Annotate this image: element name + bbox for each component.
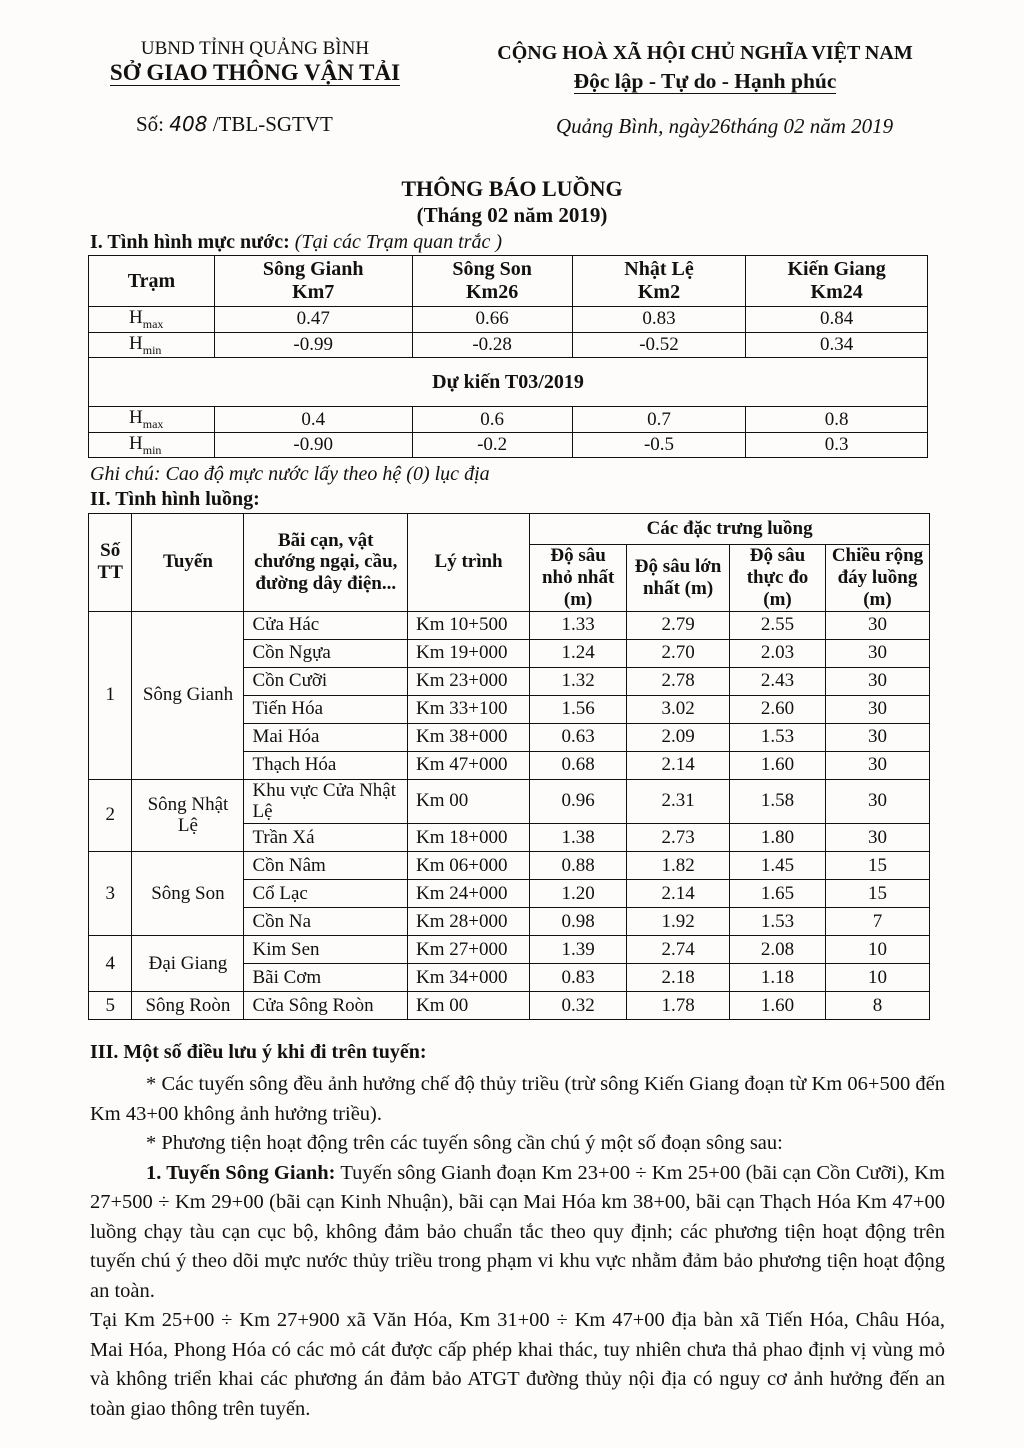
header-route: Tuyến [132, 514, 244, 612]
min-depth: 0.63 [530, 723, 627, 751]
level-value: 0.3 [746, 432, 928, 458]
channel-row [89, 611, 930, 639]
level-value: 0.6 [412, 407, 572, 433]
route-number: 2 [89, 779, 132, 852]
water-level-row [89, 432, 928, 458]
obstacle: Cồn Na [244, 908, 408, 936]
km: Km 00 [408, 992, 530, 1020]
obstacle: Kim Sen [244, 936, 408, 964]
bottom-width: 30 [825, 779, 929, 824]
obstacle: Cồn Nâm [244, 852, 408, 880]
measured-depth: 1.60 [730, 751, 826, 779]
route-name: Đại Giang [132, 936, 244, 992]
channel-row [89, 779, 930, 824]
level-subscript: max [142, 416, 164, 431]
national-block [470, 42, 940, 94]
water-level-table [88, 255, 928, 458]
obstacle: Trần Xá [244, 824, 408, 852]
header-max-depth: Độ sâu lớn nhất (m) [627, 545, 730, 612]
km: Km 34+000 [408, 964, 530, 992]
obstacle: Cửa Hác [244, 611, 408, 639]
place-date: Quảng Bình, ngày26tháng 02 năm 2019 [556, 114, 894, 138]
level-symbol: H [129, 307, 143, 328]
level-value: 0.34 [746, 332, 928, 358]
note-tidal: * Các tuyến sông đều ảnh hưởng chế độ thủy triều (trừ sông Kiến Giang đoạn từ Km 06+500 đến Km 43+00 không ảnh hưởng triều). [90, 1073, 945, 1125]
level-label [89, 307, 215, 333]
level-value: -0.90 [214, 432, 412, 458]
max-depth: 2.79 [627, 611, 730, 639]
level-value: 0.83 [572, 307, 746, 333]
station-header-line: Trạm [127, 269, 176, 292]
station-header [746, 256, 928, 307]
min-depth: 0.88 [530, 852, 627, 880]
route-number: 5 [89, 992, 132, 1020]
min-depth: 1.24 [530, 639, 627, 667]
measured-depth: 1.53 [730, 908, 826, 936]
max-depth: 2.14 [627, 880, 730, 908]
level-value: 0.8 [746, 407, 928, 433]
channel-row [89, 936, 930, 964]
min-depth: 0.32 [530, 992, 627, 1020]
km: Km 06+000 [408, 852, 530, 880]
min-depth: 1.33 [530, 611, 627, 639]
measured-depth: 2.03 [730, 639, 826, 667]
max-depth: 2.70 [627, 639, 730, 667]
obstacle: Cổ Lạc [244, 880, 408, 908]
measured-depth: 1.58 [730, 779, 826, 824]
issuer-block [90, 38, 420, 86]
measured-depth: 1.53 [730, 723, 826, 751]
route-name: Sông Roòn [132, 992, 244, 1020]
header-obstacle: Bãi cạn, vật chướng ngại, cầu, đường dây điện... [244, 514, 408, 612]
station-header [89, 256, 215, 307]
max-depth: 2.18 [627, 964, 730, 992]
max-depth: 2.31 [627, 779, 730, 824]
water-level-row [89, 307, 928, 333]
org-parent: UBND TỈNH QUẢNG BÌNH [140, 38, 370, 59]
level-value: -0.52 [572, 332, 746, 358]
min-depth: 0.83 [530, 964, 627, 992]
measured-depth: 1.45 [730, 852, 826, 880]
station-header [572, 256, 746, 307]
nation-name: CỘNG HOÀ XÃ HỘI CHỦ NGHĨA VIỆT NAM [497, 42, 913, 64]
km: Km 18+000 [408, 824, 530, 852]
motto: Độc lập - Tự do - Hạnh phúc [573, 69, 837, 93]
route-name: Sông Son [132, 852, 244, 936]
min-depth: 0.96 [530, 779, 627, 824]
obstacle: Bãi Cơm [244, 964, 408, 992]
water-level-row [89, 407, 928, 433]
min-depth: 0.98 [530, 908, 627, 936]
level-value: 0.7 [572, 407, 746, 433]
station-header-line: Kiến Giang [787, 258, 886, 280]
level-value: 0.84 [746, 307, 928, 333]
bottom-width: 8 [825, 992, 929, 1020]
km: Km 19+000 [408, 639, 530, 667]
km: Km 38+000 [408, 723, 530, 751]
route-name: Sông Gianh [132, 611, 244, 779]
route-name: Sông Nhật Lệ [132, 779, 244, 852]
max-depth: 2.73 [627, 824, 730, 852]
station-header-line: Sông Gianh [262, 258, 364, 280]
level-value: 0.47 [214, 307, 412, 333]
bottom-width: 7 [825, 908, 929, 936]
level-value: 0.4 [214, 407, 412, 433]
header-stt: Số TT [89, 514, 132, 612]
bottom-width: 30 [825, 611, 929, 639]
water-level-row [89, 332, 928, 358]
measured-depth: 1.65 [730, 880, 826, 908]
obstacle: Khu vực Cửa Nhật Lệ [244, 779, 408, 824]
obstacle: Mai Hóa [244, 723, 408, 751]
max-depth: 2.14 [627, 751, 730, 779]
measured-depth: 1.18 [730, 964, 826, 992]
station-header-line: Km24 [810, 281, 863, 303]
bottom-width: 30 [825, 751, 929, 779]
section1-heading: I. Tình hình mực nước: (Tại các Trạm quan trắc ) [90, 231, 502, 253]
station-header-line: Km26 [466, 281, 519, 303]
obstacle: Cồn Ngựa [244, 639, 408, 667]
level-symbol: H [129, 432, 143, 454]
station-header-line: Nhật Lệ [624, 258, 694, 280]
level-value: -0.99 [214, 332, 412, 358]
obstacle: Cửa Sông Roòn [244, 992, 408, 1020]
measured-depth: 2.60 [730, 695, 826, 723]
channel-row [89, 992, 930, 1020]
measured-depth: 1.60 [730, 992, 826, 1020]
measured-depth: 2.08 [730, 936, 826, 964]
min-depth: 0.68 [530, 751, 627, 779]
header-characteristics: Các đặc trưng luồng [530, 514, 930, 545]
bottom-width: 30 [825, 723, 929, 751]
level-value: -0.2 [412, 432, 572, 458]
water-level-footnote: Ghi chú: Cao độ mực nước lấy theo hệ (0) lục địa [90, 463, 490, 485]
level-value: 0.66 [412, 307, 572, 333]
station-header [412, 256, 572, 307]
max-depth: 1.82 [627, 852, 730, 880]
max-depth: 2.78 [627, 667, 730, 695]
station-header [214, 256, 412, 307]
bottom-width: 30 [825, 824, 929, 852]
km: Km 28+000 [408, 908, 530, 936]
level-symbol: H [129, 332, 143, 354]
level-label [89, 407, 215, 433]
section2-heading: II. Tình hình luồng: [90, 488, 260, 510]
channel-header-row [89, 514, 930, 545]
level-subscript: max [142, 316, 164, 331]
max-depth: 1.78 [627, 992, 730, 1020]
header-km: Lý trình [408, 514, 530, 612]
min-depth: 1.39 [530, 936, 627, 964]
route-number: 1 [89, 611, 132, 779]
header-width: Chiều rộng đáy luồng (m) [825, 545, 929, 612]
bottom-width: 30 [825, 695, 929, 723]
note-attention: * Phương tiện hoạt động trên các tuyến sông cần chú ý một số đoạn sông sau: [146, 1132, 783, 1154]
channel-table [88, 513, 930, 1020]
km: Km 00 [408, 779, 530, 824]
min-depth: 1.56 [530, 695, 627, 723]
org-name: SỞ GIAO THÔNG VẬN TẢI [109, 60, 401, 85]
water-level-header-row [89, 256, 928, 307]
forecast-title: Dự kiến T03/2019 [89, 358, 928, 407]
bottom-width: 10 [825, 964, 929, 992]
km: Km 47+000 [408, 751, 530, 779]
obstacle: Thạch Hóa [244, 751, 408, 779]
min-depth: 1.38 [530, 824, 627, 852]
channel-row [89, 852, 930, 880]
note-song-gianh: 1. Tuyến Sông Gianh: Tuyến sông Gianh đoạn Km 23+00 ÷ Km 25+00 (bãi cạn Cồn Cưỡi), Km 27+500 ÷ Km 29+00 (bãi cạn Kinh Nhuận), bãi cạn Mai Hóa km 38+00, bãi cạn Thạch Hóa Km 47+00 luồng chạy tàu cạn cục bộ, không đảm bảo chuẩn tắc theo quy định; các phương tiện hoạt động trên tuyến chú ý theo dõi mực nước thủy triều trong phạm vi khu vực nhằm đảm bảo phương tiện hoạt động an toàn. [90, 1161, 946, 1302]
measured-depth: 1.80 [730, 824, 826, 852]
route-number: 4 [89, 936, 132, 992]
bottom-width: 15 [825, 880, 929, 908]
measured-depth: 2.55 [730, 611, 826, 639]
level-symbol: H [129, 407, 143, 429]
handwritten-number: 408 [169, 112, 208, 136]
max-depth: 1.92 [627, 908, 730, 936]
max-depth: 2.09 [627, 723, 730, 751]
station-header-line: Km2 [637, 281, 681, 303]
document-number: Số: 408 /TBL-SGTVT [136, 112, 333, 136]
km: Km 10+500 [408, 611, 530, 639]
level-label [89, 332, 215, 358]
document-title: THÔNG BÁO LUỒNG [401, 176, 623, 201]
min-depth: 1.32 [530, 667, 627, 695]
level-subscript: min [142, 342, 162, 357]
section3-heading: III. Một số điều lưu ý khi đi trên tuyến: [90, 1041, 427, 1063]
level-subscript: min [142, 442, 162, 457]
notes-body [90, 1070, 945, 1424]
header-min-depth: Độ sâu nhỏ nhất (m) [530, 545, 627, 612]
handwritten-day: 26 [709, 114, 731, 138]
obstacle: Cồn Cưỡi [244, 667, 408, 695]
level-value: -0.28 [412, 332, 572, 358]
bottom-width: 30 [825, 639, 929, 667]
km: Km 24+000 [408, 880, 530, 908]
forecast-title-row [89, 358, 928, 407]
km: Km 27+000 [408, 936, 530, 964]
obstacle: Tiến Hóa [244, 695, 408, 723]
bottom-width: 15 [825, 852, 929, 880]
measured-depth: 2.43 [730, 667, 826, 695]
level-value: -0.5 [572, 432, 746, 458]
level-label [89, 432, 215, 458]
km: Km 33+100 [408, 695, 530, 723]
station-header-line: Km7 [292, 281, 335, 303]
bottom-width: 30 [825, 667, 929, 695]
route-number: 3 [89, 852, 132, 936]
km: Km 23+000 [408, 667, 530, 695]
min-depth: 1.20 [530, 880, 627, 908]
max-depth: 2.74 [627, 936, 730, 964]
document-subtitle: (Tháng 02 năm 2019) [416, 203, 608, 227]
note-sand-mines: Tại Km 25+00 ÷ Km 27+900 xã Văn Hóa, Km 31+00 ÷ Km 47+00 địa bàn xã Tiến Hóa, Châu Hóa, Mai Hóa, Phong Hóa có các mỏ cát được cấp phép khai thác, tuy nhiên chưa thả phao định vị vùng mỏ và không triển khai các phương án đảm bảo ATGT đường thủy nội địa có nguy cơ ảnh hưởng đến an toàn giao thông trên tuyến. [90, 1309, 945, 1420]
station-header-line: Sông Son [452, 258, 532, 280]
max-depth: 3.02 [627, 695, 730, 723]
bottom-width: 10 [825, 936, 929, 964]
header-measured: Độ sâu thực đo (m) [730, 545, 826, 612]
